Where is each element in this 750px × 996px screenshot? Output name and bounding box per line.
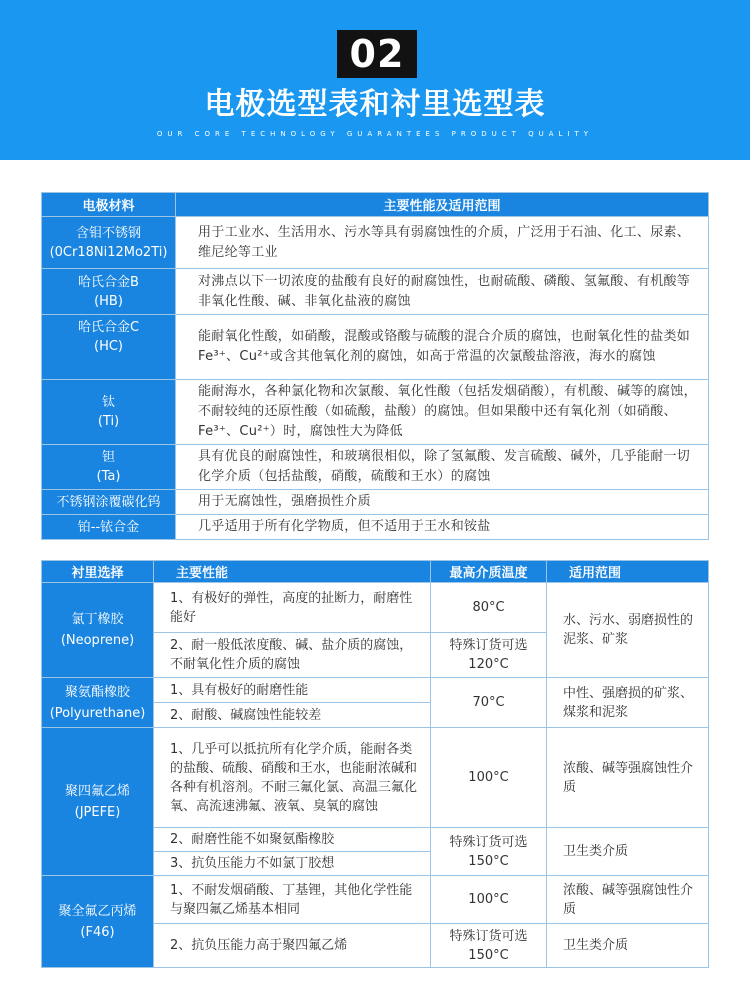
table-row (42, 315, 709, 380)
material-name: 含钼不锈钢 (75, 225, 141, 241)
table-row (42, 490, 709, 515)
material-code: (HC) (94, 339, 123, 354)
scope-cell: 浓酸、碱等强腐蚀性介质 (547, 876, 709, 924)
material-cell (42, 217, 176, 269)
page-title: 电极选型表和衬里选型表 (204, 87, 546, 122)
temperature-value: 120°C (468, 657, 509, 672)
material-description: 能耐氧化性酸，如硝酸，混酸或铬酸与硫酸的混合介质的腐蚀，也耐氧化性的盐类如Fe³⁺、Cu²⁺或含其他氧化剂的腐蚀，如高于常温的次氯酸盐溶液，海水的腐蚀 (176, 315, 709, 380)
lining-name: 氯丁橡胶 (71, 612, 124, 627)
column-header: 适用范围 (547, 561, 709, 583)
lining-name: 聚全氟乙丙烯 (58, 903, 137, 919)
table-row (42, 728, 709, 828)
property-cell: 1、几乎可以抵抗所有化学介质，能耐各类的盐酸、硫酸、硝酸和王水，也能耐浓碱和各种有机溶剂。不耐三氟化氯、高温三氟化氧、高流速沸氟、液氧、臭氧的腐蚀 (154, 728, 431, 828)
property-cell: 3、抗负压能力不如氯丁胶想 (154, 852, 431, 876)
temperature-note: 特殊订货可选 (449, 834, 528, 850)
scope-cell: 卫生类介质 (547, 828, 709, 876)
lining-name-cell (42, 876, 154, 968)
column-header: 电极材料 (42, 193, 176, 217)
scope-cell: 卫生类介质 (547, 924, 709, 968)
material-description: 能耐海水，各种氯化物和次氯酸、氧化性酸（包括发烟硝酸），有机酸、碱等的腐蚀，不耐较纯的还原性酸（如硫酸，盐酸）的腐蚀。但如果酸中还有氧化剂（如硝酸、Fe³⁺、Cu²⁺）时，腐蚀性大为降低 (176, 380, 709, 445)
lining-name: 聚氨酯橡胶 (64, 684, 130, 700)
material-cell (42, 269, 176, 315)
material-code: (0Cr18Ni12Mo2Ti) (49, 244, 168, 260)
property-cell: 2、耐酸、碱腐蚀性能较差 (154, 703, 431, 728)
temperature-note: 特殊订货可选 (449, 928, 528, 944)
electrode-table (41, 192, 709, 540)
lining-code: (JPEFE) (74, 804, 121, 820)
lining-code: (Neoprene) (60, 633, 135, 648)
lining-table (41, 560, 709, 968)
material-cell (42, 380, 176, 445)
scope-cell: 水、污水、弱磨损性的泥浆、矿浆 (547, 583, 709, 678)
material-description: 用于无腐蚀性，强磨损性介质 (176, 490, 709, 515)
temperature-cell (431, 924, 547, 968)
temperature-cell: 70°C (431, 678, 547, 728)
material-code: (HB) (94, 293, 123, 309)
table-row (42, 269, 709, 315)
table-row (42, 445, 709, 490)
material-description: 几乎适用于所有化学物质，但不适用于王水和铵盐 (176, 515, 709, 540)
property-cell: 1、具有极好的耐磨性能 (154, 678, 431, 703)
property-cell: 2、耐一般低浓度酸、碱、盐介质的腐蚀，不耐氧化性介质的腐蚀 (154, 633, 431, 678)
material-name: 不锈钢涂覆碳化钨 (56, 494, 161, 510)
column-header: 最高介质温度 (431, 561, 547, 583)
table-row (42, 876, 709, 924)
material-name: 哈氏合金B (78, 274, 139, 290)
temperature-cell: 100°C (431, 728, 547, 828)
property-cell: 1、有极好的弹性，高度的扯断力，耐磨性能好 (154, 583, 431, 633)
material-description: 对沸点以下一切浓度的盐酸有良好的耐腐蚀性，也耐硫酸、磷酸、氢氟酸、有机酸等非氧化性酸、碱、非氧化盐液的腐蚀 (176, 269, 709, 315)
temperature-note: 特殊订货可选 (449, 638, 528, 653)
material-description: 用于工业水、生活用水、污水等具有弱腐蚀性的介质，广泛用于石油、化工、尿素、维尼纶等工业 (176, 217, 709, 269)
header-banner (0, 0, 750, 160)
material-cell (42, 490, 176, 515)
lining-code: (F46) (80, 924, 115, 940)
property-cell: 2、耐磨性能不如聚氨酯橡胶 (154, 828, 431, 852)
temperature-cell (431, 633, 547, 678)
material-code: (Ta) (96, 469, 121, 484)
table-row (42, 583, 709, 633)
lining-name-cell (42, 678, 154, 728)
temperature-cell: 80°C (431, 583, 547, 633)
material-name: 钽 (101, 450, 115, 465)
lining-code: (Polyurethane) (49, 705, 146, 721)
temperature-cell: 100°C (431, 876, 547, 924)
material-code: (Ti) (97, 414, 120, 429)
material-name: 哈氏合金C (77, 320, 140, 335)
column-header: 主要性能及适用范围 (176, 193, 709, 217)
scope-cell: 浓酸、碱等强腐蚀性介质 (547, 728, 709, 828)
table-row (42, 217, 709, 269)
table-header-row (42, 193, 709, 217)
material-name: 铂--铱合金 (77, 519, 140, 535)
temperature-value: 150°C (468, 853, 509, 869)
lining-name-cell (42, 583, 154, 678)
scope-cell: 中性、强磨损的矿浆、煤浆和泥浆 (547, 678, 709, 728)
material-name: 钛 (101, 395, 115, 410)
table-row (42, 515, 709, 540)
lining-name: 聚四氟乙烯 (64, 783, 130, 799)
lining-name-cell (42, 728, 154, 876)
material-cell (42, 515, 176, 540)
column-header: 主要性能 (154, 561, 431, 583)
property-cell: 1、不耐发烟硝酸、丁基锂，其他化学性能与聚四氟乙烯基本相同 (154, 876, 431, 924)
column-header: 衬里选择 (42, 561, 154, 583)
table-header-row (42, 561, 709, 583)
table-row (42, 380, 709, 445)
section-number: 02 (337, 30, 417, 78)
property-cell: 2、抗负压能力高于聚四氟乙烯 (154, 924, 431, 968)
material-cell (42, 445, 176, 490)
material-description: 具有优良的耐腐蚀性，和玻璃很相似，除了氢氟酸、发言硫酸、碱外，几乎能耐一切化学介质（包括盐酸，硝酸，硫酸和王水）的腐蚀 (176, 445, 709, 490)
page-subtitle: OUR CORE TECHNOLOGY GUARANTEES PRODUCT QUALITY (156, 130, 594, 138)
temperature-value: 150°C (468, 947, 509, 963)
material-cell (42, 315, 176, 380)
temperature-cell (431, 828, 547, 876)
table-row (42, 678, 709, 703)
